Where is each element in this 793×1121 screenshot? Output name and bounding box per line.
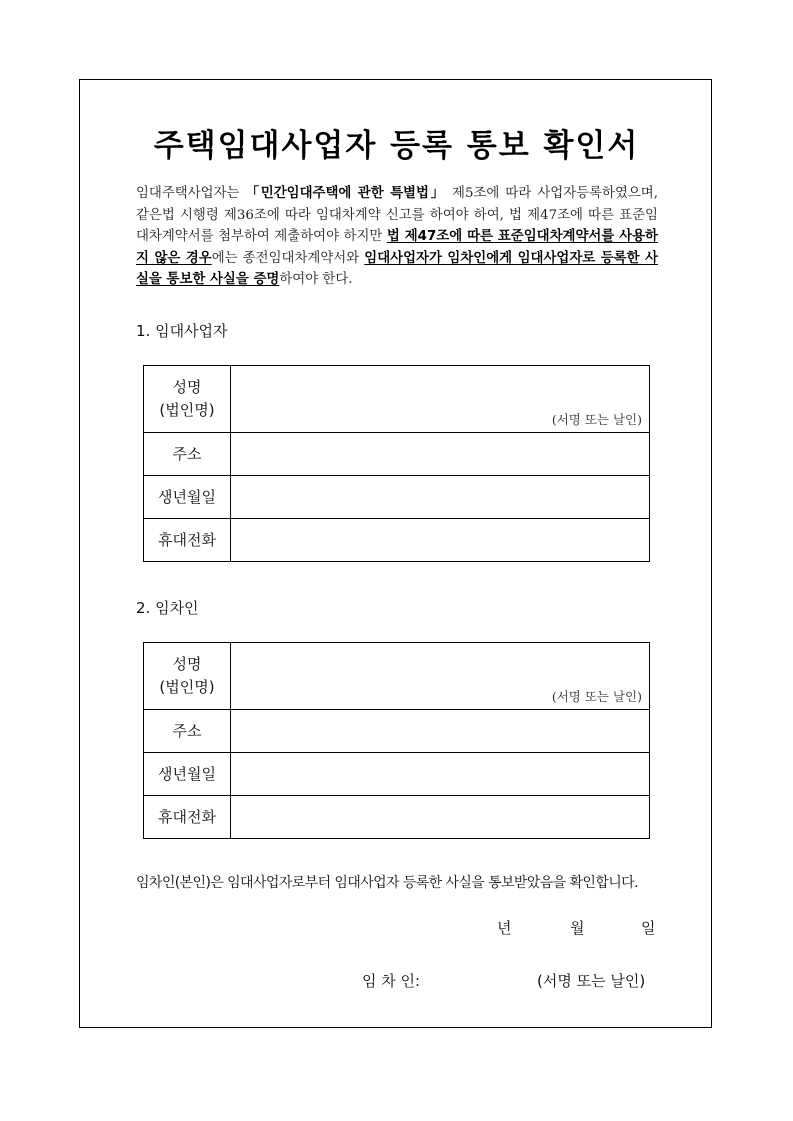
tenant-signer-label: 임 차 인: [362, 972, 421, 990]
section-1-heading: 1. 임대사업자 [136, 322, 228, 340]
intro-underline-2: 임대사업자가 임차인에게 임대사업자로 등록한 사실을 통보한 사실을 증명 [136, 250, 658, 287]
tenant-birth-field[interactable] [231, 753, 650, 796]
tenant-phone-label: 휴대전화 [144, 796, 231, 839]
tenant-name-field[interactable] [231, 643, 650, 710]
landlord-phone-field[interactable] [231, 519, 650, 562]
landlord-name-label: 성명 (법인명) [144, 366, 231, 433]
landlord-phone-label: 휴대전화 [144, 519, 231, 562]
date-year: 년 [497, 919, 512, 937]
intro-text-1: 임대주택사업자는 [136, 186, 246, 201]
landlord-signature-hint: (서명 또는 날인) [551, 412, 642, 427]
tenant-birth-label: 생년월일 [144, 753, 231, 796]
date-month: 월 [570, 919, 585, 937]
tenant-signer-hint: (서명 또는 날인) [537, 972, 646, 990]
tenant-address-field[interactable] [231, 710, 650, 753]
confirmation-statement: 임차인(본인)은 임대사업자로부터 임대사업자 등록한 사실을 통보받았음을 확인합니다. [136, 875, 638, 891]
landlord-address-label: 주소 [144, 433, 231, 476]
intro-paragraph [136, 183, 658, 291]
tenant-name-label: 성명 (법인명) [144, 643, 231, 710]
tenant-phone-field[interactable] [231, 796, 650, 839]
landlord-birth-label: 생년월일 [144, 476, 231, 519]
landlord-birth-field[interactable] [231, 476, 650, 519]
intro-underline-1: 법 제47조에 따른 표준임대차계약서를 사용하지 않은 경우 [136, 229, 658, 266]
date-day: 일 [641, 919, 656, 937]
intro-text-3: 에는 종전임대차계약서와 [211, 250, 365, 266]
document-title: 주택임대사업자 등록 통보 확인서 [153, 128, 640, 164]
landlord-address-field[interactable] [231, 433, 650, 476]
intro-text-2: 제5조에 따라 사업자등록하였으며, 같은법 시행령 제36조에 따라 임대차계약 신고를 하여야 하여, 법 제47조에 따른 표준임대차계약서를 첨부하여 제출하여야 하지만 [136, 186, 659, 244]
landlord-table [143, 365, 650, 562]
section-2-heading: 2. 임차인 [136, 599, 199, 617]
tenant-table [143, 642, 650, 839]
tenant-address-label: 주소 [144, 710, 231, 753]
intro-text-4: 하여야 한다. [279, 272, 353, 287]
landlord-name-field[interactable] [231, 366, 650, 433]
law-name: 「민간임대주택에 관한 특별법」 [245, 186, 446, 201]
tenant-signature-hint: (서명 또는 날인) [551, 689, 642, 704]
